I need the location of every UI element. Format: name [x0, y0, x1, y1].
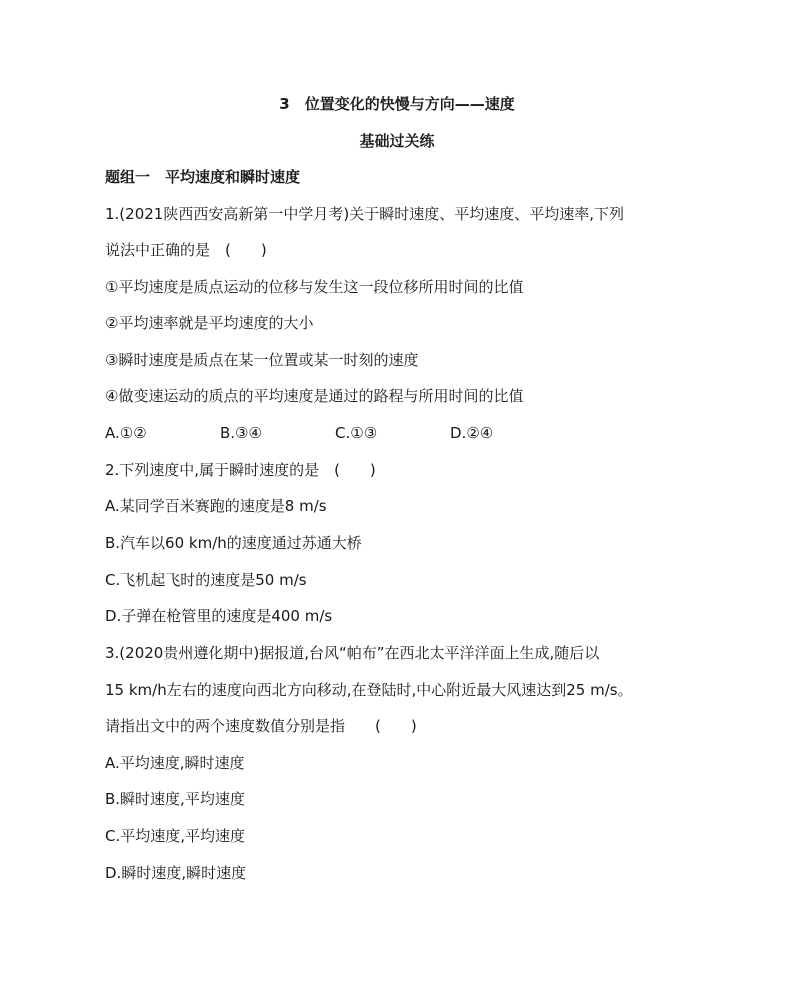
q2-option-d: D.子弹在枪管里的速度是400 m/s: [105, 607, 333, 625]
q3-option-b: B.瞬时速度,平均速度: [105, 790, 245, 808]
q1-statement: ④做变速运动的质点的平均速度是通过的路程与所用时间的比值: [105, 387, 524, 405]
lesson-title: 3 位置变化的快慢与方向——速度: [279, 95, 515, 113]
q3-option-a: A.平均速度,瞬时速度: [105, 754, 245, 772]
q3-stem-line1: 3.(2020贵州遵化期中)据报道,台风“帕布”在西北太平洋洋面上生成,随后以: [105, 644, 600, 662]
q2-option-b: B.汽车以60 km/h的速度通过苏通大桥: [105, 534, 362, 552]
q1-statement: ②平均速率就是平均速度的大小: [105, 314, 314, 332]
q1-stem-line1: 1.(2021陕西西安高新第一中学月考)关于瞬时速度、平均速度、平均速率,下列: [105, 205, 624, 223]
q3-option-d: D.瞬时速度,瞬时速度: [105, 864, 247, 882]
q3-stem-line3: 请指出文中的两个速度数值分别是指 ( ): [105, 717, 417, 735]
q2-stem: 2.下列速度中,属于瞬时速度的是 ( ): [105, 461, 376, 479]
section-title: 基础过关练: [359, 132, 435, 150]
q2-option-a: A.某同学百米赛跑的速度是8 m/s: [105, 497, 327, 515]
q1-option-c: C.①③: [335, 424, 378, 442]
q1-option-d: D.②④: [450, 424, 494, 442]
group-heading: 题组一 平均速度和瞬时速度: [105, 168, 301, 186]
q1-stem-line2: 说法中正确的是 ( ): [105, 241, 267, 259]
q2-option-c: C.飞机起飞时的速度是50 m/s: [105, 571, 307, 589]
q1-statement: ③瞬时速度是质点在某一位置或某一时刻的速度: [105, 351, 419, 369]
q1-option-b: B.③④: [220, 424, 262, 442]
q3-stem-line2: 15 km/h左右的速度向西北方向移动,在登陆时,中心附近最大风速达到25 m/s。: [105, 681, 633, 699]
q1-statement: ①平均速度是质点运动的位移与发生这一段位移所用时间的比值: [105, 278, 524, 296]
q1-option-a: A.①②: [105, 424, 147, 442]
q3-option-c: C.平均速度,平均速度: [105, 827, 246, 845]
